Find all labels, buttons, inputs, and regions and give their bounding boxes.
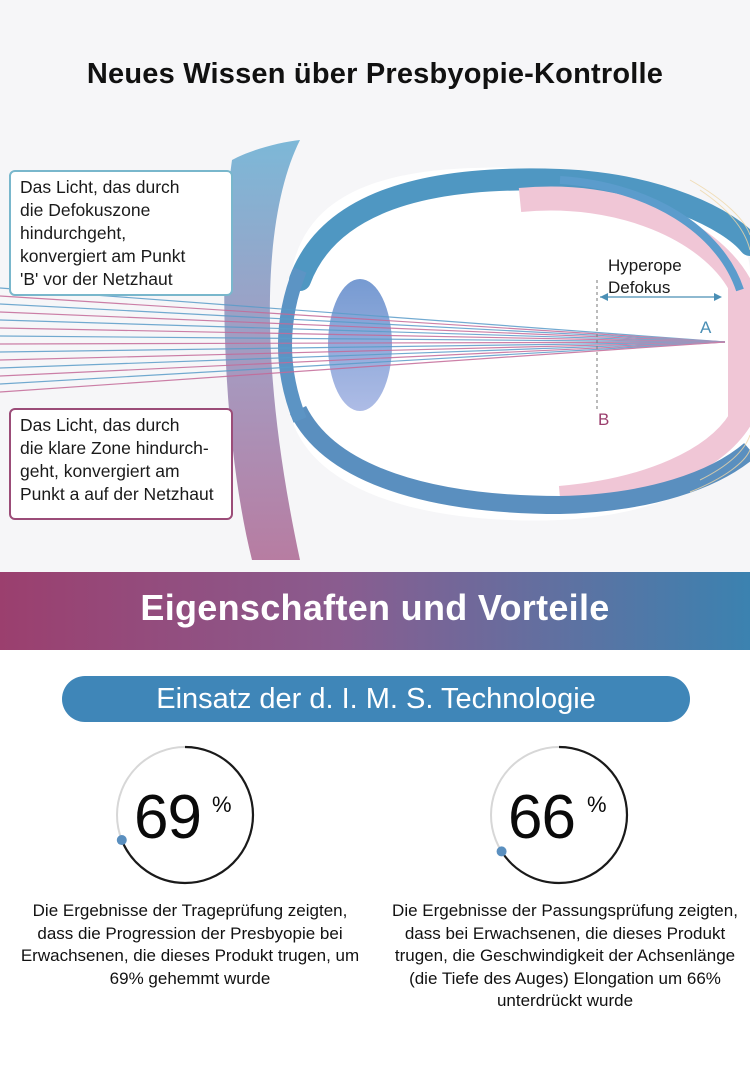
stat-unit-left: % <box>212 792 232 817</box>
crystalline-lens <box>328 279 392 411</box>
point-b-label: B <box>598 410 610 429</box>
point-a-label: A <box>700 318 712 337</box>
stat-unit-right: % <box>587 792 607 817</box>
callout-defocus-zone <box>9 170 233 296</box>
stat-description-left: Die Ergebnisse der Trageprüfung zeigten, dass die Progression der Presbyopie bei Erwachsenen, die dieses Produkt trugen, um 69% gehemmt wurde <box>20 901 360 988</box>
banner-title: Eigenschaften und Vorteile <box>140 587 610 628</box>
stat-value-right: 66 <box>508 783 575 852</box>
stat-description-right: Die Ergebnisse der Passungsprüfung zeigten, dass bei Erwachsenen, die dieses Produkt trugen, die Geschwindigkeit der Achsenlänge (die Tiefe des Auges) Elongation um 66% unterdrückt wurde <box>392 901 738 1010</box>
page-title: Neues Wissen über Presbyopie-Kontrolle <box>86 58 664 90</box>
callout-defocus-text: Das Licht, das durch die Defokuszone hindurchgeht, konvergiert am Punkt 'B' vor der Netzhaut <box>20 177 186 289</box>
callout-clear-text: Das Licht, das durch die klare Zone hindurch- geht, konvergiert am Punkt a auf der Netzhaut <box>20 415 214 504</box>
hyperope-defocus-label: Hyperope Defokus <box>608 256 682 297</box>
callout-clear-zone <box>9 408 233 520</box>
technology-label: Einsatz der d. I. M. S. Technologie <box>156 683 596 715</box>
stat-value-left: 69 <box>134 783 201 852</box>
ring-end-dot <box>117 835 127 845</box>
ring-end-dot <box>497 846 507 856</box>
